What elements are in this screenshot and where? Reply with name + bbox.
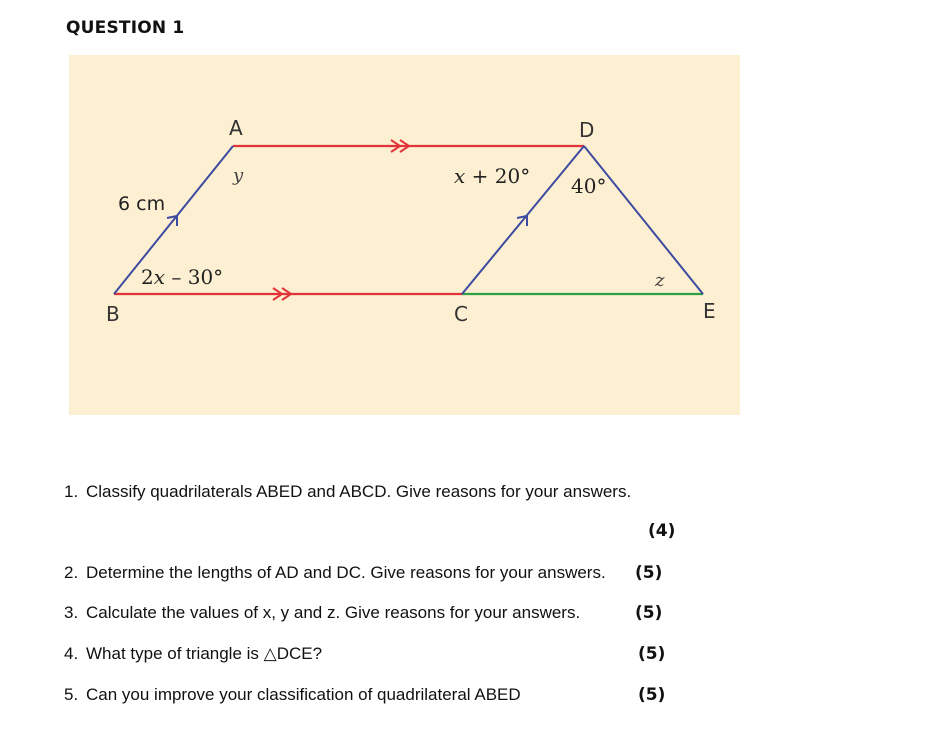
side-label-AB: 6 cm — [118, 193, 166, 215]
question-title: QUESTION 1 — [66, 18, 185, 38]
vertex-label-A: A — [229, 116, 243, 140]
question-5-marks: (5) — [638, 685, 666, 705]
question-3 — [64, 603, 580, 623]
diagram-svg — [69, 55, 740, 415]
question-3-text: Calculate the values of x, y and z. Give reasons for your answers. — [86, 603, 581, 622]
angle-label-D-right: 40° — [571, 174, 607, 198]
question-1 — [64, 482, 631, 502]
question-2-marks: (5) — [635, 563, 663, 583]
angle-label-A: y — [233, 165, 244, 186]
question-3-marks: (5) — [635, 603, 663, 623]
question-4-number: 4. — [64, 644, 79, 663]
question-4-marks: (5) — [638, 644, 666, 664]
question-2 — [64, 563, 606, 583]
question-2-number: 2. — [64, 563, 79, 582]
geometry-diagram — [69, 55, 740, 415]
vertex-label-C: C — [454, 302, 468, 326]
question-5-number: 5. — [64, 685, 79, 704]
question-1-marks: (4) — [648, 521, 676, 541]
question-1-number: 1. — [64, 482, 79, 501]
angle-label-E: z — [655, 270, 665, 291]
vertex-label-D: D — [579, 118, 595, 142]
question-4 — [64, 644, 322, 664]
question-5-text: Can you improve your classification of quadrilateral ABED — [86, 685, 521, 704]
diagram-background — [69, 55, 740, 415]
angle-label-D-left: x + 20° — [454, 164, 531, 188]
vertex-label-E: E — [703, 299, 716, 323]
angle-label-B: 2x – 30° — [141, 265, 224, 289]
question-2-text: Determine the lengths of AD and DC. Give reasons for your answers. — [86, 563, 606, 582]
question-4-text: What type of triangle is △DCE? — [86, 644, 323, 663]
question-3-number: 3. — [64, 603, 79, 622]
question-1-text: Classify quadrilaterals ABED and ABCD. Give reasons for your answers. — [86, 482, 632, 501]
question-5 — [64, 685, 521, 705]
vertex-label-B: B — [106, 302, 120, 326]
